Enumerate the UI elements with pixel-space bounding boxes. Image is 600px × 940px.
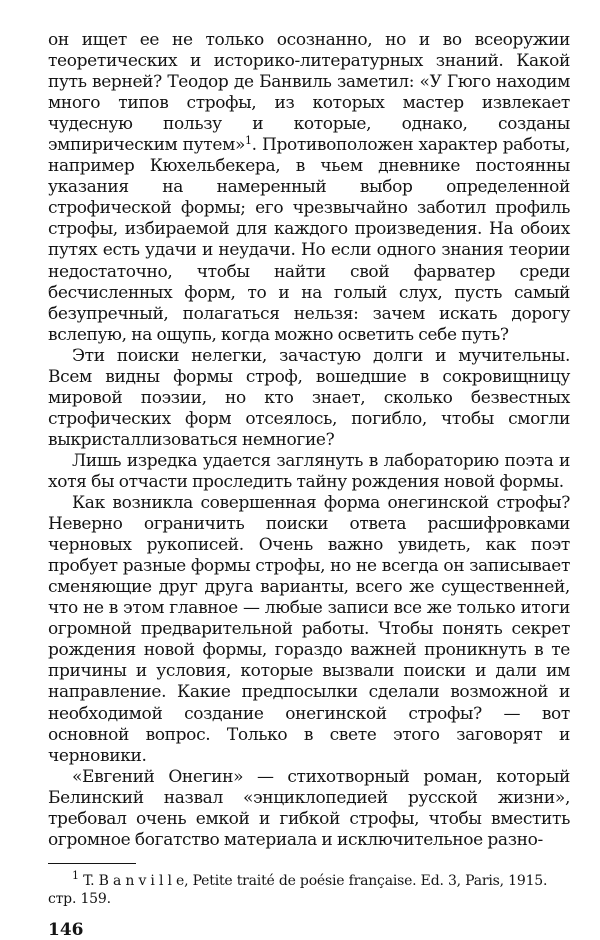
footnote-text: Petite traité de poésie française. Ed. 3, Paris, 1915. стр. 159. (48, 872, 548, 907)
paragraph-3: Лишь изредка удается заглянуть в лабораторию поэта и хотя бы отчасти проследить тайну рождения новой формы. (48, 450, 570, 492)
paragraph-2: Эти поиски нелегки, зачастую долги и мучительны. Всем видны формы строф, вошедшие в сокровищницу мировой поэзии, но кто знает, сколько безвестных строфических форм отсеялось, погибло, чтобы смогли выкристаллизоваться немногие? (48, 345, 570, 450)
footnote-marker: 1 (72, 868, 79, 882)
paragraph-4: Как возникла совершенная форма онегинской строфы? Неверно ограничить поиски ответа расшифровками черновых рукописей. Очень важно увидеть, как поэт пробует разные формы строфы, но не всегда он записывает сменяющие друг друга варианты, всего же существенней, что не в этом главное — любые записи все же только итоги огромной предварительной работы. Чтобы понять секрет рождения новой формы, гораздо важней проникнуть в те причины и условия, которые вызвали поиски и дали им направление. Какие предпосылки сделали возможной и необходимой создание онегинской строфы? — вот основной вопрос. Только в свете этого заговорят и черновики. (48, 493, 570, 766)
paragraph-1-text-start: он ищет ее не только осознанно, но и во всеоружии теоретических и историко-литературных знаний. Какой путь верней? Теодор де Банвиль заметил: «У Гюго находим много типов строфы, из которых мастер извлекает чудесную пользу и которые, однако, созданы эмпирическим путем» (48, 30, 570, 156)
footnote (48, 868, 570, 908)
footnote-reference: 1 (245, 134, 252, 148)
paragraph-1-text-end: . Противоположен характер работы, например Кюхельбекера, в чьем дневнике постоянны указания на намеренный выбор определенной строфической формы; его чрезвычайно заботил профиль строфы, избираемой для каждого произведения. На обоих путях есть удачи и неудачи. Но если одного знания теории недостаточно, чтобы найти свой фарватер среди бесчисленных форм, то и на голый слух, пусть самый безупречный, полагаться нельзя: зачем искать дорогу вслепую, на ощупь, когда можно осветить себе путь? (48, 135, 571, 345)
footnote-author: T. B a n v i l l e, (83, 872, 189, 889)
paragraph-5: «Евгений Онегин» — стихотворный роман, который Белинский назвал «энциклопедией русской жизни», требовал очень емкой и гибкой строфы, чтобы вместить огромное богатство материала и исключительное разно- (48, 766, 570, 850)
paragraph-1 (48, 30, 570, 346)
body-text (48, 30, 570, 851)
page-number: 146 (48, 919, 84, 940)
book-page (48, 30, 570, 940)
footnote-divider (48, 863, 136, 864)
